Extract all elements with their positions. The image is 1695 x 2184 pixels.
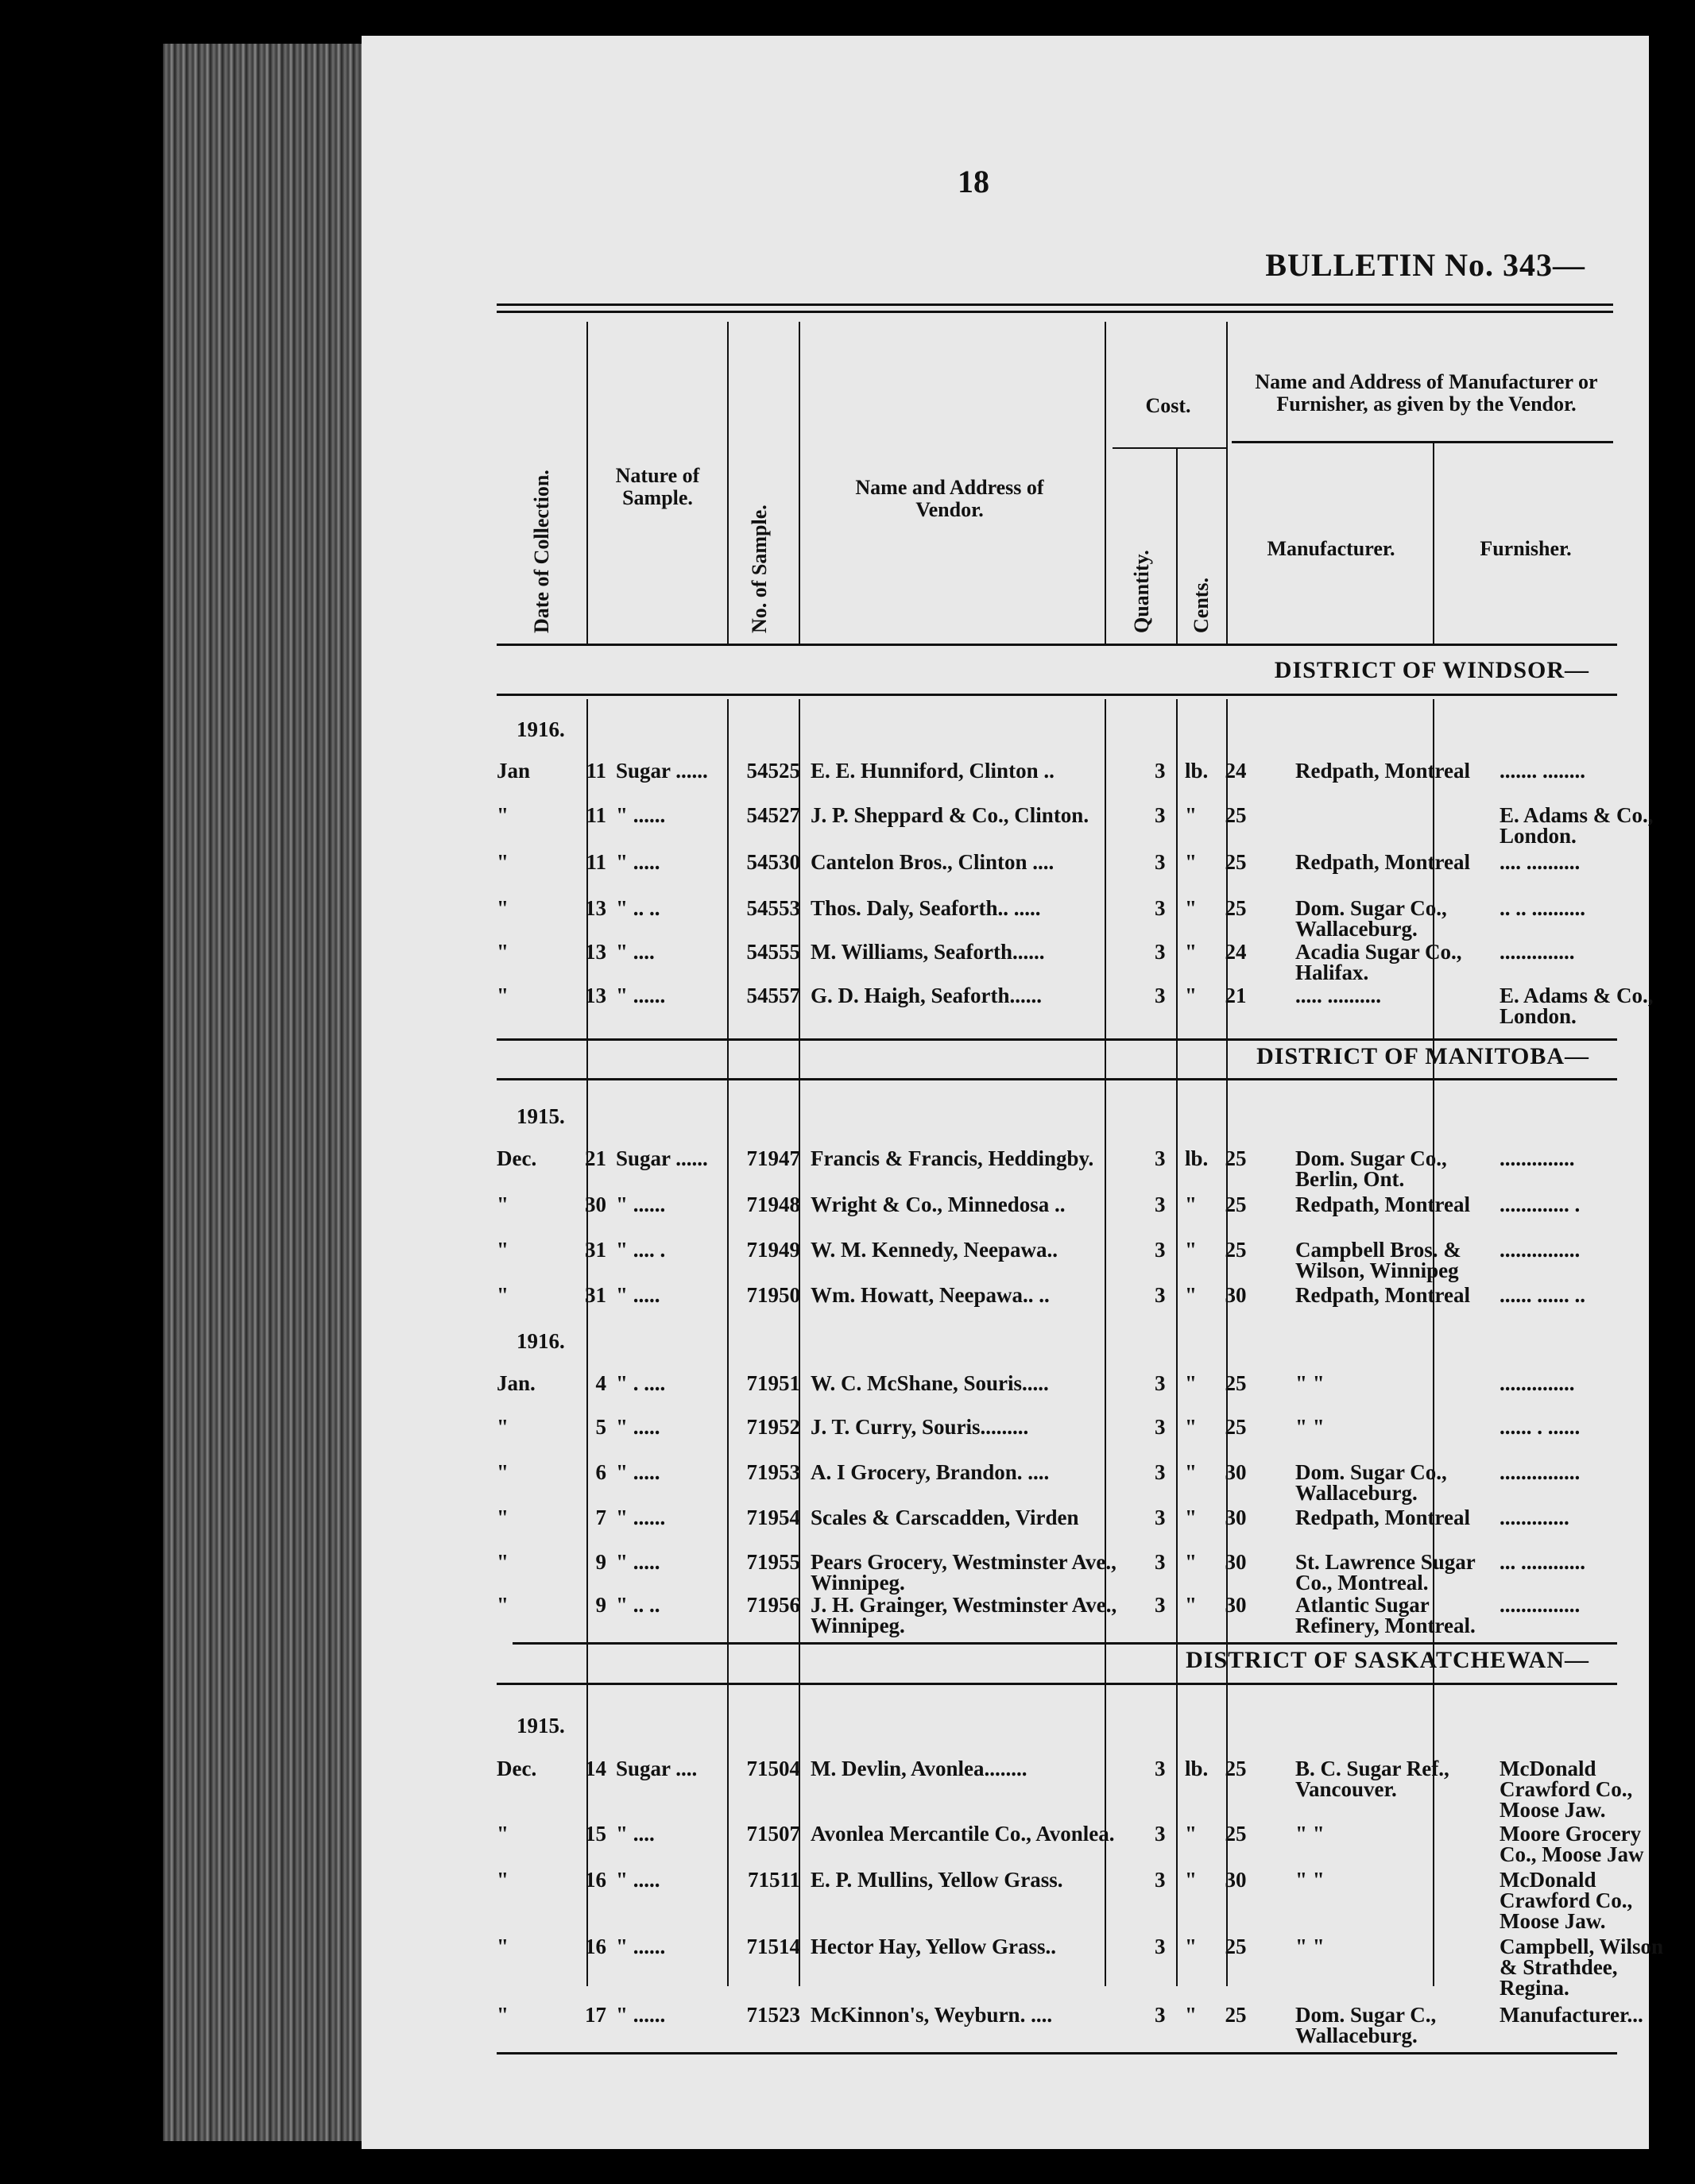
cell-unit: " (1185, 2003, 1197, 2027)
cell-vendor: M. Williams, Seaforth...... (811, 940, 1045, 964)
cell-month: Dec. (497, 1146, 537, 1170)
cell-manufacturer: Redpath, Montreal (1295, 1283, 1470, 1307)
cell-day: 4 (595, 1371, 606, 1395)
table-top-rule (497, 303, 1613, 313)
cell-manufacturer: Acadia Sugar Co., Halifax. (1295, 940, 1462, 984)
cell-unit: " (1185, 850, 1197, 874)
cell-unit: " (1185, 1506, 1197, 1529)
cell-vendor: M. Devlin, Avonlea........ (811, 1757, 1027, 1780)
cell-sample-no: 71955 (746, 1550, 800, 1574)
cell-unit: " (1185, 803, 1197, 827)
cell-nature: " ...... (616, 1506, 666, 1529)
cell-month: " (497, 1460, 509, 1484)
cell-vendor: Thos. Daly, Seaforth.. ..... (811, 896, 1041, 920)
year-label: 1916. (517, 1329, 565, 1353)
cell-vendor: Cantelon Bros., Clinton .... (811, 850, 1055, 874)
cell-cents: 24 (1225, 940, 1247, 964)
table-row (497, 1507, 1617, 1555)
table-row (497, 1935, 1664, 2000)
district-rule (497, 694, 1617, 696)
manufacturer-rule (1232, 441, 1613, 443)
cell-qty: 3 (1155, 1415, 1166, 1439)
cell-month: " (497, 1935, 509, 1958)
cell-vendor: J. P. Sheppard & Co., Clinton. (811, 803, 1089, 827)
cell-day: 14 (585, 1757, 606, 1780)
cell-furnisher: McDonald Crawford Co., Moose Jaw. (1500, 1868, 1633, 1933)
cell-day: 11 (586, 759, 606, 783)
cell-sample-no: 71956 (746, 1593, 800, 1617)
cell-day: 21 (585, 1146, 606, 1170)
cell-vendor: E. P. Mullins, Yellow Grass. (811, 1868, 1063, 1892)
cell-furnisher: .. .. .......... (1500, 896, 1585, 920)
cell-month: " (497, 1593, 509, 1617)
cell-month: " (497, 1415, 509, 1439)
cell-day: 15 (585, 1822, 606, 1846)
cell-nature: " .. .. (616, 896, 660, 920)
cell-sample-no: 54525 (746, 759, 800, 783)
cell-cents: 30 (1225, 1283, 1247, 1307)
cell-qty: 3 (1155, 1460, 1166, 1484)
col-divider (1176, 449, 1178, 644)
cell-month: " (497, 1868, 509, 1892)
page-number: 18 (958, 164, 989, 199)
cell-manufacturer: " " (1295, 1868, 1325, 1892)
cell-nature: " ...... (616, 1193, 666, 1216)
header-vendor: Name and Address of Vendor. (855, 476, 1044, 521)
cell-nature: " ..... (616, 850, 660, 874)
table-row (497, 941, 1617, 989)
cell-manufacturer: " " (1295, 1415, 1325, 1439)
cell-unit: " (1185, 1460, 1197, 1484)
cell-nature: " ..... (616, 1283, 660, 1307)
cell-manufacturer: Atlantic Sugar Refinery, Montreal. (1295, 1593, 1476, 1637)
cell-cents: 25 (1225, 803, 1247, 827)
cell-sample-no: 71523 (746, 2003, 800, 2027)
cell-sample-no: 71948 (746, 1193, 800, 1216)
cell-cents: 25 (1225, 1371, 1247, 1395)
cell-cents: 25 (1225, 1757, 1247, 1780)
cell-manufacturer: Dom. Sugar Co., Wallaceburg. (1295, 896, 1447, 941)
cell-vendor: A. I Grocery, Brandon. .... (811, 1460, 1050, 1484)
header-date: Date of Collection. (530, 470, 553, 633)
header-furnisher: Furnisher. (1480, 537, 1572, 560)
table-row (497, 1285, 1617, 1332)
cell-manufacturer: Redpath, Montreal (1295, 759, 1470, 783)
cell-unit: " (1185, 1593, 1197, 1617)
cell-furnisher: ............. (1500, 1506, 1569, 1529)
header-manufacturer: Manufacturer. (1267, 537, 1395, 560)
table-row (497, 1868, 1633, 1933)
header-cost: Cost. (1145, 394, 1191, 417)
cell-nature: Sugar .... (616, 1757, 698, 1780)
cell-cents: 25 (1225, 1146, 1247, 1170)
cell-unit: " (1185, 1935, 1197, 1958)
cell-manufacturer: " " (1295, 1935, 1325, 1958)
cell-nature: " ..... (616, 1550, 660, 1574)
table-row (497, 1194, 1617, 1242)
table-row (497, 1595, 1617, 1642)
cell-day: 5 (595, 1415, 606, 1439)
cell-manufacturer: B. C. Sugar Ref., Vancouver. (1295, 1757, 1449, 1801)
col-divider (1433, 441, 1434, 644)
cell-manufacturer: ..... .......... (1295, 984, 1381, 1007)
cell-unit: lb. (1185, 1146, 1209, 1170)
cell-sample-no: 71954 (746, 1506, 800, 1529)
cell-sample-no: 54530 (746, 850, 800, 874)
cell-nature: " .... (616, 940, 655, 964)
cell-manufacturer: " " (1295, 1822, 1325, 1846)
cell-unit: " (1185, 940, 1197, 964)
year-label: 1916. (517, 717, 565, 741)
cell-nature: " ...... (616, 803, 666, 827)
col-divider (1226, 322, 1228, 644)
cell-vendor: Avonlea Mercantile Co., Avonlea. (811, 1822, 1115, 1846)
table-row (497, 898, 1617, 945)
cell-furnisher: ...... ...... .. (1500, 1283, 1585, 1307)
table-row (497, 803, 1654, 852)
cell-unit: " (1185, 1371, 1197, 1395)
cell-unit: " (1185, 1238, 1197, 1262)
cell-day: 30 (585, 1193, 606, 1216)
cell-vendor: J. H. Grainger, Westminster Ave., Winnipeg. (811, 1593, 1117, 1637)
cell-cents: 25 (1225, 1935, 1247, 1958)
cell-day: 13 (585, 984, 606, 1007)
cell-unit: " (1185, 1868, 1197, 1892)
cell-manufacturer: Dom. Sugar Co., Berlin, Ont. (1295, 1146, 1447, 1191)
cell-nature: " ...... (616, 2003, 666, 2027)
cell-vendor: Scales & Carscadden, Virden (811, 1506, 1079, 1529)
cell-qty: 3 (1155, 2003, 1166, 2027)
col-divider (727, 322, 729, 644)
cell-cents: 30 (1225, 1460, 1247, 1484)
cell-qty: 3 (1155, 1146, 1166, 1170)
cell-furnisher: .............. (1500, 1371, 1575, 1395)
cell-vendor: Hector Hay, Yellow Grass.. (811, 1935, 1056, 1958)
cell-day: 7 (595, 1506, 606, 1529)
cell-unit: " (1185, 1193, 1197, 1216)
cell-month: " (497, 2003, 509, 2027)
header-quantity: Quantity. (1130, 550, 1153, 633)
page-binding-edge (163, 44, 370, 2141)
cell-manufacturer: " " (1295, 1371, 1325, 1395)
header-cents: Cents. (1190, 577, 1213, 633)
table-row (497, 1552, 1617, 1599)
cell-day: 6 (595, 1460, 606, 1484)
table-bottom-rule (497, 2052, 1617, 2055)
cell-unit: " (1185, 1283, 1197, 1307)
cell-manufacturer: Dom. Sugar Co., Wallaceburg. (1295, 1460, 1447, 1505)
cell-month: Jan (497, 759, 531, 783)
cell-month: " (497, 1283, 509, 1307)
cell-month: " (497, 984, 509, 1007)
cell-vendor: J. T. Curry, Souris......... (811, 1415, 1029, 1439)
cell-nature: " ...... (616, 1935, 666, 1958)
cell-qty: 3 (1155, 1193, 1166, 1216)
cell-cents: 21 (1225, 984, 1247, 1007)
district-heading: DISTRICT OF SASKATCHEWAN— (1186, 1647, 1589, 1673)
cell-sample-no: 54527 (746, 803, 800, 827)
bulletin-title: BULLETIN No. 343— (1265, 247, 1585, 283)
cell-day: 17 (585, 2003, 606, 2027)
cell-day: 11 (586, 803, 606, 827)
table-row (497, 1239, 1617, 1287)
cell-sample-no: 71953 (746, 1460, 800, 1484)
cell-day: 31 (585, 1283, 606, 1307)
col-divider (799, 322, 800, 644)
cell-nature: " . .... (616, 1371, 666, 1395)
header-no: No. of Sample. (748, 504, 771, 633)
cell-day: 9 (595, 1550, 606, 1574)
cell-qty: 3 (1155, 896, 1166, 920)
header-bottom-rule (497, 644, 1617, 646)
cell-sample-no: 54553 (746, 896, 800, 920)
cost-rule (1113, 447, 1228, 449)
cell-vendor: G. D. Haigh, Seaforth...... (811, 984, 1043, 1007)
cell-nature: Sugar ...... (616, 1146, 708, 1170)
cell-furnisher: ............... (1500, 1460, 1581, 1484)
cell-unit: lb. (1185, 759, 1209, 783)
cell-furnisher: E. Adams & Co., London. (1500, 803, 1654, 848)
cell-furnisher: ............... (1500, 1238, 1581, 1262)
cell-day: 16 (585, 1868, 606, 1892)
cell-manufacturer: St. Lawrence Sugar Co., Montreal. (1295, 1550, 1476, 1595)
cell-sample-no: 71951 (746, 1371, 800, 1395)
cell-qty: 3 (1155, 1935, 1166, 1958)
table-row (497, 760, 1617, 808)
cell-sample-no: 71947 (746, 1146, 800, 1170)
cell-nature: " .... . (616, 1238, 666, 1262)
cell-furnisher: ...... . ...... (1500, 1415, 1581, 1439)
cell-cents: 25 (1225, 1415, 1247, 1439)
cell-unit: " (1185, 984, 1197, 1007)
cell-month: Dec. (497, 1757, 537, 1780)
cell-furnisher: Moore Grocery Co., Moose Jaw (1500, 1822, 1644, 1866)
cell-furnisher: .............. (1500, 1146, 1575, 1170)
cell-cents: 25 (1225, 2003, 1247, 2027)
cell-sample-no: 71511 (747, 1868, 800, 1892)
cell-nature: " .... (616, 1822, 655, 1846)
cell-unit: lb. (1185, 1757, 1209, 1780)
cell-vendor: Wm. Howatt, Neepawa.. .. (811, 1283, 1050, 1307)
table-row (497, 1757, 1633, 1822)
cell-furnisher: ............... (1500, 1593, 1581, 1617)
cell-qty: 3 (1155, 850, 1166, 874)
col-divider (586, 322, 588, 644)
cell-manufacturer: Dom. Sugar C., Wallaceburg. (1295, 2003, 1437, 2047)
cell-month: " (497, 940, 509, 964)
header-nature: Nature of Sample. (615, 464, 700, 509)
cell-manufacturer: Redpath, Montreal (1295, 1193, 1470, 1216)
district-rule (497, 1683, 1617, 1685)
cell-day: 31 (585, 1238, 606, 1262)
table-row (497, 1373, 1617, 1421)
cell-qty: 3 (1155, 940, 1166, 964)
cell-furnisher: Campbell, Wilson & Strathdee, Regina. (1500, 1935, 1664, 2000)
cell-qty: 3 (1155, 984, 1166, 1007)
cell-vendor: Pears Grocery, Westminster Ave., Winnipeg. (811, 1550, 1116, 1595)
cell-day: 13 (585, 940, 606, 964)
cell-vendor: W. C. McShane, Souris..... (811, 1371, 1049, 1395)
cell-vendor: McKinnon's, Weyburn. .... (811, 2003, 1053, 2027)
cell-month: Jan. (497, 1371, 536, 1395)
header-manufacturer-group: Name and Address of Manufacturer or Furnisher, as given by the Vendor. (1255, 370, 1598, 416)
cell-month: " (497, 1506, 509, 1529)
cell-month: " (497, 1238, 509, 1262)
district-rule (497, 1038, 1617, 1041)
cell-nature: " ..... (616, 1415, 660, 1439)
cell-qty: 3 (1155, 803, 1166, 827)
district-rule (497, 1078, 1617, 1080)
cell-nature: " ..... (616, 1460, 660, 1484)
table-row (497, 1462, 1617, 1509)
table-row (497, 1417, 1617, 1464)
cell-month: " (497, 803, 509, 827)
cell-unit: " (1185, 1550, 1197, 1574)
cell-sample-no: 71952 (746, 1415, 800, 1439)
cell-furnisher: McDonald Crawford Co., Moose Jaw. (1500, 1757, 1633, 1822)
table-row (497, 1822, 1644, 1871)
cell-furnisher: ....... ........ (1500, 759, 1585, 783)
cell-cents: 25 (1225, 1238, 1247, 1262)
cell-qty: 3 (1155, 1371, 1166, 1395)
cell-furnisher: Manufacturer... (1500, 2003, 1643, 2027)
cell-cents: 25 (1225, 1193, 1247, 1216)
cell-day: 9 (595, 1593, 606, 1617)
cell-qty: 3 (1155, 1868, 1166, 1892)
cell-unit: " (1185, 1415, 1197, 1439)
cell-cents: 25 (1225, 896, 1247, 920)
cell-qty: 3 (1155, 1593, 1166, 1617)
cell-nature: " .. .. (616, 1593, 660, 1617)
cell-cents: 25 (1225, 1822, 1247, 1846)
table-row (497, 2003, 1643, 2052)
cell-furnisher: E. Adams & Co., London. (1500, 984, 1654, 1028)
cell-cents: 30 (1225, 1593, 1247, 1617)
cell-cents: 24 (1225, 759, 1247, 783)
cell-cents: 25 (1225, 850, 1247, 874)
cell-month: " (497, 850, 509, 874)
cell-unit: " (1185, 1822, 1197, 1846)
cell-qty: 3 (1155, 1506, 1166, 1529)
cell-cents: 30 (1225, 1868, 1247, 1892)
cell-furnisher: .... .......... (1500, 850, 1581, 874)
cell-qty: 3 (1155, 1757, 1166, 1780)
district-heading: DISTRICT OF MANITOBA— (1256, 1043, 1589, 1069)
cell-furnisher: ............. . (1500, 1193, 1581, 1216)
cell-manufacturer: Redpath, Montreal (1295, 850, 1470, 874)
cell-day: 11 (586, 850, 606, 874)
cell-day: 13 (585, 896, 606, 920)
cell-vendor: Wright & Co., Minnedosa .. (811, 1193, 1066, 1216)
cell-month: " (497, 1550, 509, 1574)
document-page (362, 36, 1664, 2149)
cell-vendor: W. M. Kennedy, Neepawa.. (811, 1238, 1058, 1262)
cell-qty: 3 (1155, 1822, 1166, 1846)
table-row (497, 984, 1654, 1033)
cell-sample-no: 71950 (746, 1283, 800, 1307)
table-row (497, 1148, 1617, 1196)
col-divider (1105, 322, 1106, 644)
cell-month: " (497, 896, 509, 920)
cell-nature: Sugar ...... (616, 759, 708, 783)
cell-manufacturer: Redpath, Montreal (1295, 1506, 1470, 1529)
district-heading: DISTRICT OF WINDSOR— (1274, 657, 1589, 683)
cell-vendor: E. E. Hunniford, Clinton .. (811, 759, 1055, 783)
cell-furnisher: ... ............ (1500, 1550, 1585, 1574)
year-label: 1915. (517, 1714, 565, 1738)
cell-sample-no: 71507 (746, 1822, 800, 1846)
cell-month: " (497, 1193, 509, 1216)
cell-cents: 30 (1225, 1550, 1247, 1574)
table-row (497, 852, 1617, 899)
cell-qty: 3 (1155, 1238, 1166, 1262)
cell-furnisher: .............. (1500, 940, 1575, 964)
cell-cents: 30 (1225, 1506, 1247, 1529)
cell-nature: " ..... (616, 1868, 660, 1892)
cell-sample-no: 71949 (746, 1238, 800, 1262)
cell-day: 16 (585, 1935, 606, 1958)
cell-vendor: Francis & Francis, Heddingby. (811, 1146, 1094, 1170)
cell-nature: " ...... (616, 984, 666, 1007)
district-rule (513, 1642, 1617, 1645)
cell-sample-no: 54555 (746, 940, 800, 964)
cell-sample-no: 71514 (746, 1935, 800, 1958)
cell-month: " (497, 1822, 509, 1846)
cell-qty: 3 (1155, 1550, 1166, 1574)
cell-sample-no: 54557 (746, 984, 800, 1007)
cell-qty: 3 (1155, 759, 1166, 783)
cell-unit: " (1185, 896, 1197, 920)
cell-sample-no: 71504 (746, 1757, 800, 1780)
cell-qty: 3 (1155, 1283, 1166, 1307)
year-label: 1915. (517, 1104, 565, 1128)
cell-manufacturer: Campbell Bros. & Wilson, Winnipeg (1295, 1238, 1461, 1282)
